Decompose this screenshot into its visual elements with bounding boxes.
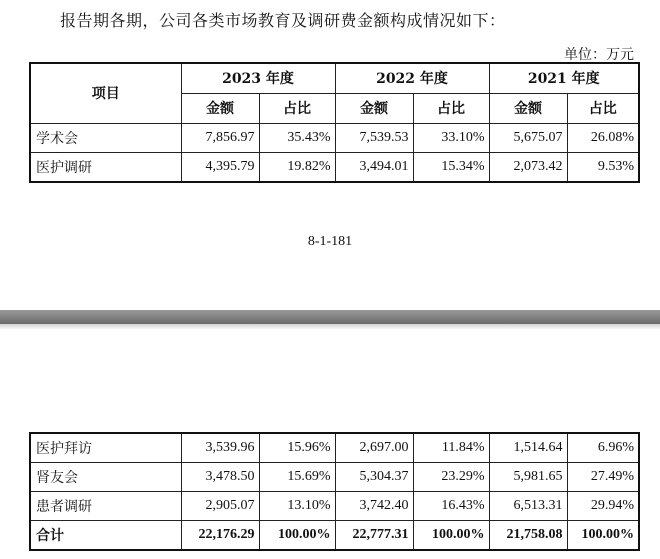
cell-value: 2,697.00 bbox=[335, 433, 413, 463]
cell-value: 3,478.50 bbox=[181, 463, 259, 492]
total-value: 100.00% bbox=[567, 521, 639, 551]
cell-value: 6.96% bbox=[567, 433, 639, 463]
table-row bbox=[30, 152, 639, 182]
cell-value: 3,539.96 bbox=[181, 433, 259, 463]
row-label: 患者调研 bbox=[30, 492, 181, 521]
total-value: 21,758.08 bbox=[489, 521, 567, 551]
ratio-header: 占比 bbox=[259, 93, 335, 123]
item-header: 项目 bbox=[30, 63, 181, 123]
cell-value: 33.10% bbox=[413, 123, 489, 152]
cell-value: 2,073.42 bbox=[489, 152, 567, 182]
table-row bbox=[30, 123, 639, 152]
row-label: 肾友会 bbox=[30, 463, 181, 492]
amount-header: 金额 bbox=[335, 93, 413, 123]
cell-value: 5,981.65 bbox=[489, 463, 567, 492]
page-number: 8-1-181 bbox=[307, 234, 353, 249]
cell-value: 4,395.79 bbox=[181, 152, 259, 182]
intro-text: 报告期各期，公司各类市场教育及调研费金额构成情况如下： bbox=[60, 11, 506, 30]
ratio-header: 占比 bbox=[413, 93, 489, 123]
cell-value: 7,856.97 bbox=[181, 123, 259, 152]
cell-value: 35.43% bbox=[259, 123, 335, 152]
total-value: 22,777.31 bbox=[335, 521, 413, 551]
table-row bbox=[30, 492, 639, 521]
table-row bbox=[30, 463, 639, 492]
total-value: 100.00% bbox=[259, 521, 335, 551]
cell-value: 6,513.31 bbox=[489, 492, 567, 521]
cell-value: 7,539.53 bbox=[335, 123, 413, 152]
total-value: 22,176.29 bbox=[181, 521, 259, 551]
row-label: 医护拜访 bbox=[30, 433, 181, 463]
cell-value: 3,742.40 bbox=[335, 492, 413, 521]
amount-header: 金额 bbox=[489, 93, 567, 123]
cell-value: 23.29% bbox=[413, 463, 489, 492]
page-break-divider bbox=[0, 310, 660, 324]
cell-value: 11.84% bbox=[413, 433, 489, 463]
cell-value: 15.69% bbox=[259, 463, 335, 492]
table-row bbox=[30, 433, 639, 463]
cell-value: 15.34% bbox=[413, 152, 489, 182]
cell-value: 5,675.07 bbox=[489, 123, 567, 152]
page-break-shadow bbox=[0, 324, 660, 330]
year-header-2022: 2022 年度 bbox=[335, 63, 489, 93]
cell-value: 2,905.07 bbox=[181, 492, 259, 521]
row-label: 学术会 bbox=[30, 123, 181, 152]
total-row bbox=[30, 521, 639, 551]
year-header-2023: 2023 年度 bbox=[181, 63, 335, 93]
expense-table-part2 bbox=[29, 432, 640, 551]
cell-value: 15.96% bbox=[259, 433, 335, 463]
cell-value: 1,514.64 bbox=[489, 433, 567, 463]
year-header-2021: 2021 年度 bbox=[489, 63, 639, 93]
cell-value: 16.43% bbox=[413, 492, 489, 521]
cell-value: 27.49% bbox=[567, 463, 639, 492]
cell-value: 19.82% bbox=[259, 152, 335, 182]
cell-value: 3,494.01 bbox=[335, 152, 413, 182]
cell-value: 9.53% bbox=[567, 152, 639, 182]
cell-value: 13.10% bbox=[259, 492, 335, 521]
total-value: 100.00% bbox=[413, 521, 489, 551]
ratio-header: 占比 bbox=[567, 93, 639, 123]
cell-value: 5,304.37 bbox=[335, 463, 413, 492]
cell-value: 29.94% bbox=[567, 492, 639, 521]
amount-header: 金额 bbox=[181, 93, 259, 123]
expense-table-part1 bbox=[29, 62, 640, 183]
total-label: 合计 bbox=[30, 521, 181, 551]
cell-value: 26.08% bbox=[567, 123, 639, 152]
row-label: 医护调研 bbox=[30, 152, 181, 182]
unit-label: 单位：万元 bbox=[564, 47, 634, 63]
